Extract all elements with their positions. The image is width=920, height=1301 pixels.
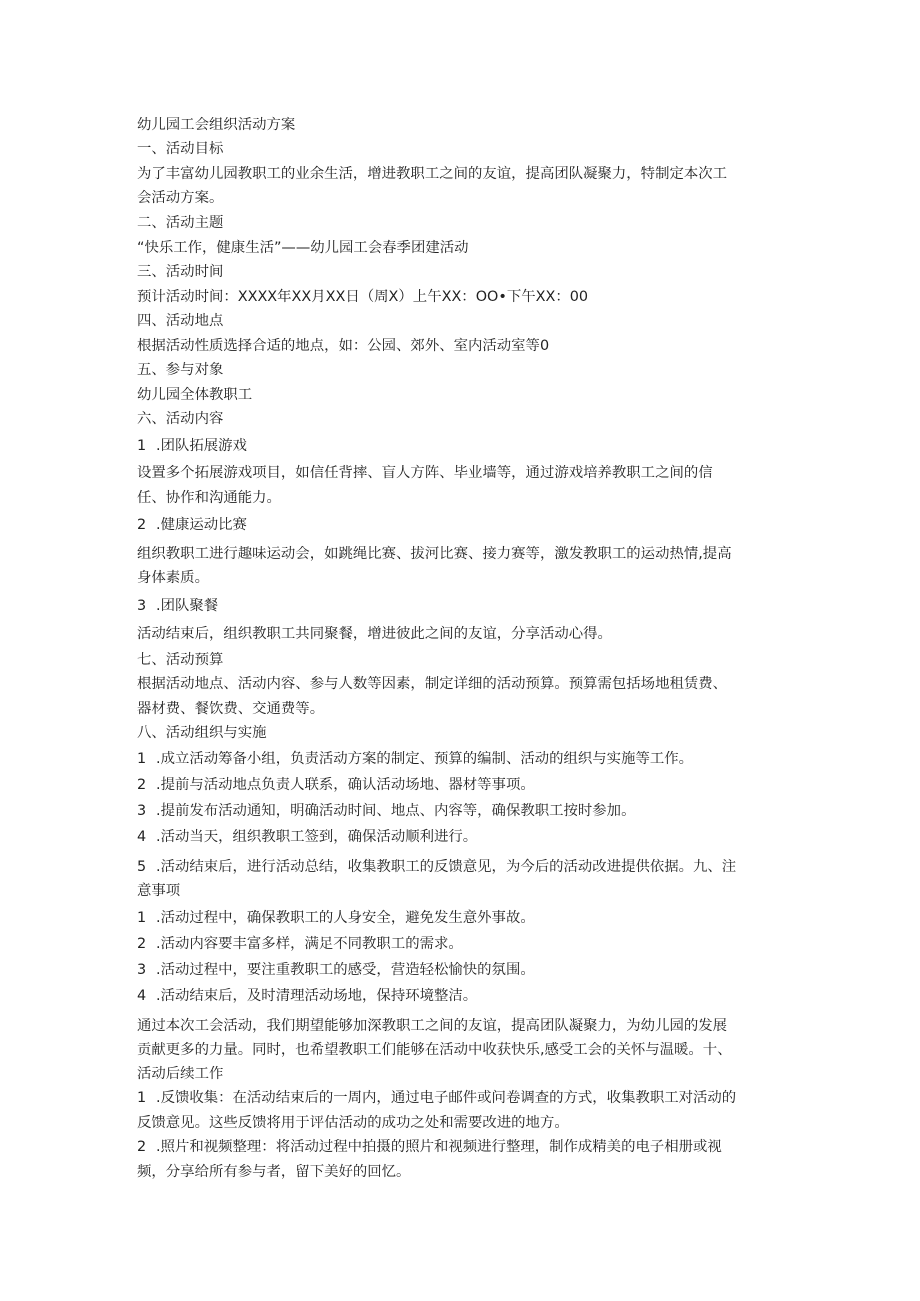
list-number: 3 [137, 598, 147, 614]
list-item [137, 960, 787, 980]
paragraph-line: 活动结束后，组织教职工共同聚餐，增进彼此之间的友谊，分享活动心得。 [137, 626, 612, 642]
section-heading-content: 六、活动内容 [137, 411, 224, 427]
section-heading-budget: 七、活动预算 [137, 652, 224, 668]
paragraph-line: 意事项 [137, 883, 181, 899]
list-item-text: .照片和视频整理：将活动过程中拍摄的照片和视频进行整理，制作成精美的电子相册或视 [156, 1139, 722, 1155]
list-item-text: .健康运动比赛 [156, 517, 247, 533]
paragraph-line: 设置多个拓展游戏项目，如信任背摔、盲人方阵、毕业墙等，通过游戏培养教职工之间的信 [137, 465, 713, 481]
list-item-text: .反馈收集：在活动结束后的一周内，通过电子邮件或问卷调查的方式，收集教职工对活动的 [156, 1090, 737, 1106]
paragraph-line: 反馈意见。这些反馈将用于评估活动的成功之处和需要改进的地方。 [137, 1115, 569, 1131]
section-heading-implementation: 八、活动组织与实施 [137, 725, 267, 741]
paragraph-line: “快乐工作，健康生活”——幼儿园工会春季团建活动 [137, 240, 469, 256]
list-item-text: .活动内容要丰富多样，满足不同教职工的需求。 [156, 936, 463, 952]
paragraph-line: 为了丰富幼儿园教职工的业余生活，增进教职工之间的友谊，提高团队凝聚力，特制定本次工 [137, 166, 728, 182]
paragraph-line: 根据活动地点、活动内容、参与人数等因素，制定详细的活动预算。预算需包括场地租赁费、 [137, 676, 728, 692]
list-number: 2 [137, 517, 147, 533]
list-item-text: .活动过程中，要注重教职工的感受，营造轻松愉快的氛围。 [156, 962, 535, 978]
list-item-text: .提前与活动地点负责人联系，确认活动场地、器材等事项。 [156, 777, 535, 793]
section-heading-goal: 一、活动目标 [137, 141, 224, 157]
list-item [137, 1088, 787, 1108]
list-item [137, 934, 787, 954]
paragraph-line: 幼儿园全体教职工 [137, 387, 253, 403]
list-number: 2 [137, 936, 147, 952]
list-number: 3 [137, 803, 147, 819]
list-item-text: .活动当天，组织教职工签到，确保活动顺利进行。 [156, 829, 478, 845]
list-number: 3 [137, 962, 147, 978]
list-item [137, 801, 787, 821]
list-number: 2 [137, 777, 147, 793]
list-item [137, 1137, 787, 1157]
list-item [137, 749, 787, 769]
list-item [137, 908, 787, 928]
list-item-text: .团队拓展游戏 [156, 438, 247, 454]
list-item [137, 857, 787, 877]
document-title: 幼儿园工会组织活动方案 [137, 117, 296, 133]
list-item [137, 986, 787, 1006]
paragraph-line: 贡献更多的力量。同时，也希望教职工们能够在活动中收获快乐,感受工会的关怀与温暖。十、 [137, 1042, 732, 1058]
paragraph-line: 器材费、餐饮费、交通费等。 [137, 701, 325, 717]
paragraph-line: 组织教职工进行趣味运动会，如跳绳比赛、拔河比赛、接力赛等，激发教职工的运动热情,提高 [137, 546, 732, 562]
section-heading-theme: 二、活动主题 [137, 215, 224, 231]
section-heading-location: 四、活动地点 [137, 313, 224, 329]
paragraph-line: 预计活动时间：XXXX年XX月XX日（周X）上午XX：OO•下午XX：00 [137, 289, 589, 305]
section-heading-time: 三、活动时间 [137, 264, 224, 280]
section-heading-participants: 五、参与对象 [137, 362, 224, 378]
list-item-text: .提前发布活动通知，明确活动时间、地点、内容等，确保教职工按时参加。 [156, 803, 636, 819]
list-item-text: .活动结束后，及时清理活动场地，保持环境整洁。 [156, 988, 478, 1004]
list-item [137, 515, 787, 535]
list-number: 1 [137, 1090, 147, 1106]
list-item-text: .活动结束后，进行活动总结，收集教职工的反馈意见，为今后的活动改进提供依据。九、注 [156, 859, 737, 875]
paragraph-line: 身体素质。 [137, 570, 209, 586]
list-item [137, 775, 787, 795]
paragraph-line: 根据活动性质选择合适的地点，如：公园、郊外、室内活动室等0 [137, 338, 550, 354]
list-item [137, 827, 787, 847]
paragraph-line: 会活动方案。 [137, 190, 224, 206]
list-number: 1 [137, 751, 147, 767]
list-number: 2 [137, 1139, 147, 1155]
list-number: 1 [137, 438, 147, 454]
paragraph-line: 通过本次工会活动，我们期望能够加深教职工之间的友谊，提高团队凝聚力，为幼儿园的发展 [137, 1018, 728, 1034]
list-item [137, 596, 787, 616]
list-item-text: .活动过程中，确保教职工的人身安全，避免发生意外事故。 [156, 910, 535, 926]
paragraph-line: 频，分享给所有参与者，留下美好的回忆。 [137, 1164, 411, 1180]
list-number: 5 [137, 859, 147, 875]
list-item-text: .成立活动筹备小组，负责活动方案的制定、预算的编制、活动的组织与实施等工作。 [156, 751, 694, 767]
list-number: 1 [137, 910, 147, 926]
paragraph-line: 任、协作和沟通能力。 [137, 490, 281, 506]
list-item [137, 436, 787, 456]
list-item-text: .团队聚餐 [156, 598, 219, 614]
paragraph-line: 活动后续工作 [137, 1066, 224, 1082]
list-number: 4 [137, 988, 147, 1004]
list-number: 4 [137, 829, 147, 845]
